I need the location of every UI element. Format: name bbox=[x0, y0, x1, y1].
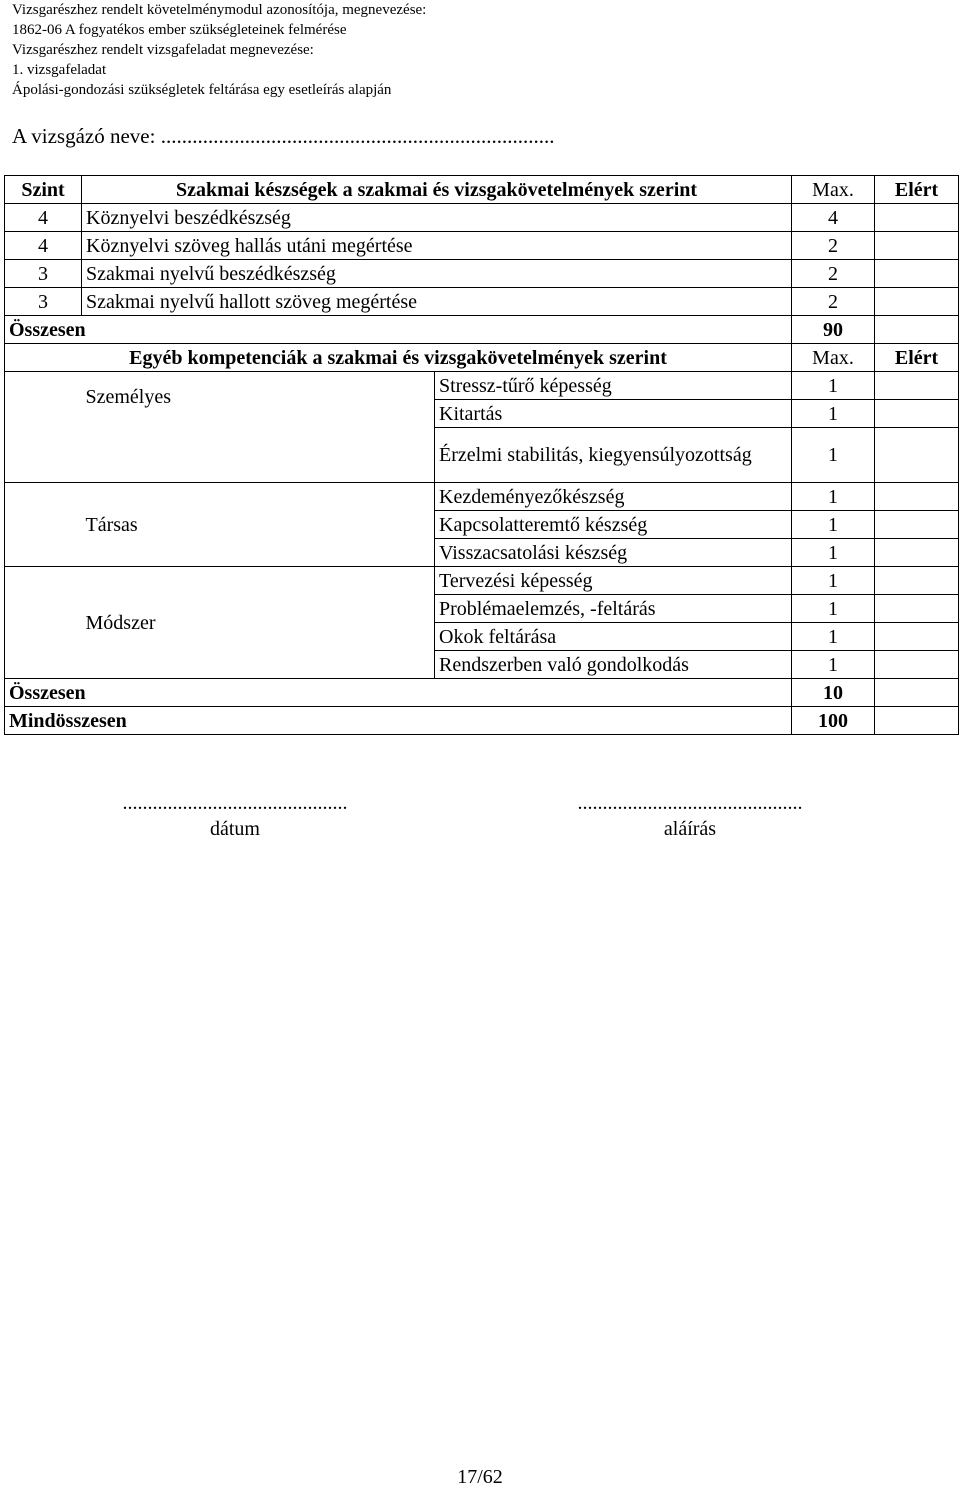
table-row bbox=[5, 232, 959, 260]
header-achieved: Elért bbox=[875, 344, 959, 372]
row-level: 4 bbox=[5, 204, 82, 232]
table-row bbox=[5, 288, 959, 316]
row-achieved bbox=[875, 232, 959, 260]
row-skill: Szakmai nyelvű hallott szöveg megértése bbox=[82, 288, 792, 316]
row-max: 2 bbox=[792, 288, 875, 316]
group-category: Társas bbox=[82, 483, 435, 567]
competency-max: 1 bbox=[792, 623, 875, 651]
table-row bbox=[5, 260, 959, 288]
subtotal-value: 10 bbox=[792, 679, 875, 707]
table-row bbox=[5, 483, 959, 511]
competency-name: Kitartás bbox=[435, 400, 792, 428]
document-header bbox=[12, 0, 426, 100]
row-level: 3 bbox=[5, 260, 82, 288]
group-spacer bbox=[5, 483, 82, 567]
header-max: Max. bbox=[792, 344, 875, 372]
competency-achieved bbox=[875, 428, 959, 483]
competency-max: 1 bbox=[792, 372, 875, 400]
competency-name: Problémaelemzés, -feltárás bbox=[435, 595, 792, 623]
competency-achieved bbox=[875, 372, 959, 400]
competency-max: 1 bbox=[792, 595, 875, 623]
grand-total-label: Mindösszesen bbox=[5, 707, 792, 735]
group-spacer bbox=[5, 567, 82, 679]
page-number: 17/62 bbox=[457, 1466, 503, 1488]
header-line: 1. vizsgafeladat bbox=[12, 62, 107, 78]
competency-max: 1 bbox=[792, 567, 875, 595]
competency-achieved bbox=[875, 483, 959, 511]
header-max: Max. bbox=[792, 176, 875, 204]
header-line: 1862-06 A fogyatékos ember szükségleteinek felmérése bbox=[12, 22, 347, 38]
competency-name: Tervezési képesség bbox=[435, 567, 792, 595]
row-level: 4 bbox=[5, 232, 82, 260]
competency-max: 1 bbox=[792, 428, 875, 483]
subtotal-row bbox=[5, 679, 959, 707]
subtotal-row bbox=[5, 316, 959, 344]
header-achieved: Elért bbox=[875, 176, 959, 204]
grand-total-value: 100 bbox=[792, 707, 875, 735]
row-max: 4 bbox=[792, 204, 875, 232]
header-level: Szint bbox=[5, 176, 82, 204]
header-other-competencies: Egyéb kompetenciák a szakmai és vizsgakövetelmények szerint bbox=[5, 344, 792, 372]
grand-total-achieved bbox=[875, 707, 959, 735]
subtotal-achieved bbox=[875, 316, 959, 344]
competency-name: Érzelmi stabilitás, kiegyensúlyozottság bbox=[435, 428, 792, 483]
row-level: 3 bbox=[5, 288, 82, 316]
subtotal-achieved bbox=[875, 679, 959, 707]
header-line: Vizsgarészhez rendelt vizsgafeladat megnevezése: bbox=[12, 42, 314, 58]
row-max: 2 bbox=[792, 232, 875, 260]
competency-name: Kapcsolatteremtő készség bbox=[435, 511, 792, 539]
competency-name: Okok feltárása bbox=[435, 623, 792, 651]
group-category: Személyes bbox=[82, 372, 435, 483]
competency-max: 1 bbox=[792, 400, 875, 428]
table-row bbox=[5, 372, 959, 400]
competency-max: 1 bbox=[792, 483, 875, 511]
competency-name: Kezdeményezőkészség bbox=[435, 483, 792, 511]
header-professional-skills: Szakmai készségek a szakmai és vizsgakövetelmények szerint bbox=[82, 176, 792, 204]
date-signature-block bbox=[90, 790, 380, 842]
row-skill: Köznyelvi szöveg hallás utáni megértése bbox=[82, 232, 792, 260]
competency-achieved bbox=[875, 595, 959, 623]
signature-block bbox=[545, 790, 835, 842]
table-row bbox=[5, 204, 959, 232]
row-max: 2 bbox=[792, 260, 875, 288]
group-spacer bbox=[5, 372, 82, 483]
date-label: dátum bbox=[210, 818, 260, 840]
table-header-row bbox=[5, 176, 959, 204]
competency-achieved bbox=[875, 400, 959, 428]
competency-achieved bbox=[875, 651, 959, 679]
grand-total-row bbox=[5, 707, 959, 735]
row-skill: Köznyelvi beszédkészség bbox=[82, 204, 792, 232]
signature-dots: ............................................. bbox=[577, 792, 803, 814]
row-achieved bbox=[875, 260, 959, 288]
header-line: Vizsgarészhez rendelt követelménymodul azonosítója, megnevezése: bbox=[12, 2, 427, 18]
row-achieved bbox=[875, 204, 959, 232]
subtotal-label: Összesen bbox=[5, 316, 792, 344]
competency-name: Stressz-tűrő képesség bbox=[435, 372, 792, 400]
header-line: Ápolási-gondozási szükségletek feltárása egy esetleírás alapján bbox=[12, 82, 392, 98]
competency-name: Rendszerben való gondolkodás bbox=[435, 651, 792, 679]
subtotal-value: 90 bbox=[792, 316, 875, 344]
competency-name: Visszacsatolási készség bbox=[435, 539, 792, 567]
competency-max: 1 bbox=[792, 651, 875, 679]
competency-header-row bbox=[5, 344, 959, 372]
group-category: Módszer bbox=[82, 567, 435, 679]
competency-max: 1 bbox=[792, 511, 875, 539]
row-skill: Szakmai nyelvű beszédkészség bbox=[82, 260, 792, 288]
competency-achieved bbox=[875, 567, 959, 595]
assessment-table bbox=[4, 175, 959, 735]
row-achieved bbox=[875, 288, 959, 316]
competency-achieved bbox=[875, 623, 959, 651]
table-row bbox=[5, 567, 959, 595]
date-dots: ............................................. bbox=[122, 792, 348, 814]
competency-achieved bbox=[875, 539, 959, 567]
competency-max: 1 bbox=[792, 539, 875, 567]
signature-label: aláírás bbox=[663, 818, 717, 840]
subtotal-label: Összesen bbox=[5, 679, 792, 707]
competency-achieved bbox=[875, 511, 959, 539]
candidate-name-line: A vizsgázó neve: ........................................................................... bbox=[12, 124, 555, 148]
